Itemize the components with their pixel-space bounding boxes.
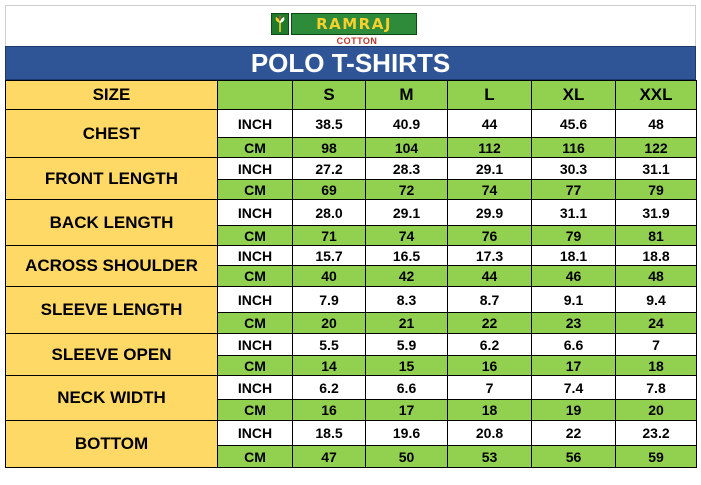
value-cell: 29.1 <box>366 200 448 226</box>
value-cell: 76 <box>448 226 532 246</box>
size-table <box>5 80 697 468</box>
brand-header <box>5 5 696 46</box>
value-cell: 18 <box>616 356 697 376</box>
value-cell: 47 <box>293 446 366 468</box>
page-title: POLO T-SHIRTS <box>5 46 696 80</box>
value-cell: 56 <box>532 446 616 468</box>
measure-row-inch <box>6 110 697 138</box>
unit-inch-cell: INCH <box>218 246 293 266</box>
value-cell: 6.2 <box>448 334 532 356</box>
value-cell: 71 <box>293 226 366 246</box>
value-cell: 18.5 <box>293 421 366 446</box>
value-cell: 23 <box>532 313 616 334</box>
value-cell: 17 <box>532 356 616 376</box>
value-cell: 59 <box>616 446 697 468</box>
value-cell: 72 <box>366 180 448 200</box>
measure-row-inch <box>6 246 697 266</box>
measure-label: SLEEVE LENGTH <box>6 287 218 334</box>
size-chart-sheet <box>5 5 696 468</box>
unit-cm-cell: CM <box>218 400 293 421</box>
unit-cm-cell: CM <box>218 356 293 376</box>
measure-row-inch <box>6 376 697 400</box>
unit-cm-cell: CM <box>218 313 293 334</box>
size-l-header: L <box>448 81 532 110</box>
value-cell: 30.3 <box>532 158 616 180</box>
value-cell: 7 <box>448 376 532 400</box>
value-cell: 31.1 <box>616 158 697 180</box>
unit-inch-cell: INCH <box>218 158 293 180</box>
value-cell: 42 <box>366 266 448 287</box>
value-cell: 98 <box>293 138 366 158</box>
value-cell: 23.2 <box>616 421 697 446</box>
value-cell: 44 <box>448 266 532 287</box>
unit-cm-cell: CM <box>218 266 293 287</box>
value-cell: 18 <box>448 400 532 421</box>
value-cell: 7.9 <box>293 287 366 313</box>
value-cell: 31.1 <box>532 200 616 226</box>
value-cell: 21 <box>366 313 448 334</box>
value-cell: 7.4 <box>532 376 616 400</box>
value-cell: 77 <box>532 180 616 200</box>
value-cell: 18.1 <box>532 246 616 266</box>
value-cell: 24 <box>616 313 697 334</box>
value-cell: 19 <box>532 400 616 421</box>
value-cell: 15.7 <box>293 246 366 266</box>
value-cell: 6.2 <box>293 376 366 400</box>
measure-row-inch <box>6 200 697 226</box>
unit-header <box>218 81 293 110</box>
size-s-header: S <box>293 81 366 110</box>
value-cell: 8.3 <box>366 287 448 313</box>
value-cell: 81 <box>616 226 697 246</box>
value-cell: 16.5 <box>366 246 448 266</box>
unit-inch-cell: INCH <box>218 287 293 313</box>
measure-row-inch <box>6 334 697 356</box>
value-cell: 29.9 <box>448 200 532 226</box>
value-cell: 17 <box>366 400 448 421</box>
value-cell: 122 <box>616 138 697 158</box>
leaf-icon <box>271 13 289 35</box>
value-cell: 7 <box>616 334 697 356</box>
value-cell: 20 <box>293 313 366 334</box>
value-cell: 5.5 <box>293 334 366 356</box>
brand-wordmark <box>291 13 417 35</box>
value-cell: 40.9 <box>366 110 448 138</box>
value-cell: 28.3 <box>366 158 448 180</box>
value-cell: 8.7 <box>448 287 532 313</box>
value-cell: 48 <box>616 110 697 138</box>
measure-row-inch <box>6 158 697 180</box>
value-cell: 22 <box>532 421 616 446</box>
value-cell: 15 <box>366 356 448 376</box>
value-cell: 20 <box>616 400 697 421</box>
value-cell: 31.9 <box>616 200 697 226</box>
measure-row-inch <box>6 421 697 446</box>
size-xl-header: XL <box>532 81 616 110</box>
measure-label: SLEEVE OPEN <box>6 334 218 376</box>
value-cell: 48 <box>616 266 697 287</box>
value-cell: 9.1 <box>532 287 616 313</box>
value-cell: 46 <box>532 266 616 287</box>
brand-subtitle: COTTON <box>336 36 378 46</box>
value-cell: 14 <box>293 356 366 376</box>
value-cell: 9.4 <box>616 287 697 313</box>
measure-label: NECK WIDTH <box>6 376 218 421</box>
size-xxl-header: XXL <box>616 81 697 110</box>
value-cell: 104 <box>366 138 448 158</box>
value-cell: 6.6 <box>366 376 448 400</box>
value-cell: 38.5 <box>293 110 366 138</box>
unit-inch-cell: INCH <box>218 376 293 400</box>
value-cell: 79 <box>532 226 616 246</box>
value-cell: 22 <box>448 313 532 334</box>
measure-label: BOTTOM <box>6 421 218 468</box>
value-cell: 17.3 <box>448 246 532 266</box>
value-cell: 74 <box>366 226 448 246</box>
value-cell: 69 <box>293 180 366 200</box>
value-cell: 6.6 <box>532 334 616 356</box>
value-cell: 19.6 <box>366 421 448 446</box>
unit-inch-cell: INCH <box>218 110 293 138</box>
size-m-header: M <box>366 81 448 110</box>
value-cell: 45.6 <box>532 110 616 138</box>
value-cell: 40 <box>293 266 366 287</box>
value-cell: 79 <box>616 180 697 200</box>
value-cell: 28.0 <box>293 200 366 226</box>
unit-inch-cell: INCH <box>218 334 293 356</box>
value-cell: 7.8 <box>616 376 697 400</box>
unit-cm-cell: CM <box>218 180 293 200</box>
unit-cm-cell: CM <box>218 226 293 246</box>
brand-name: RAMRAJ <box>316 15 392 33</box>
header-row <box>6 81 697 110</box>
brand-logo <box>271 11 417 37</box>
value-cell: 44 <box>448 110 532 138</box>
value-cell: 20.8 <box>448 421 532 446</box>
measure-row-inch <box>6 287 697 313</box>
value-cell: 5.9 <box>366 334 448 356</box>
unit-inch-cell: INCH <box>218 200 293 226</box>
measure-label: BACK LENGTH <box>6 200 218 246</box>
value-cell: 18.8 <box>616 246 697 266</box>
value-cell: 16 <box>448 356 532 376</box>
value-cell: 27.2 <box>293 158 366 180</box>
unit-cm-cell: CM <box>218 138 293 158</box>
value-cell: 74 <box>448 180 532 200</box>
value-cell: 112 <box>448 138 532 158</box>
measure-label: CHEST <box>6 110 218 158</box>
value-cell: 29.1 <box>448 158 532 180</box>
measure-label: FRONT LENGTH <box>6 158 218 200</box>
size-header: SIZE <box>6 81 218 110</box>
value-cell: 16 <box>293 400 366 421</box>
unit-cm-cell: CM <box>218 446 293 468</box>
unit-inch-cell: INCH <box>218 421 293 446</box>
measure-label: ACROSS SHOULDER <box>6 246 218 287</box>
value-cell: 53 <box>448 446 532 468</box>
value-cell: 50 <box>366 446 448 468</box>
value-cell: 116 <box>532 138 616 158</box>
